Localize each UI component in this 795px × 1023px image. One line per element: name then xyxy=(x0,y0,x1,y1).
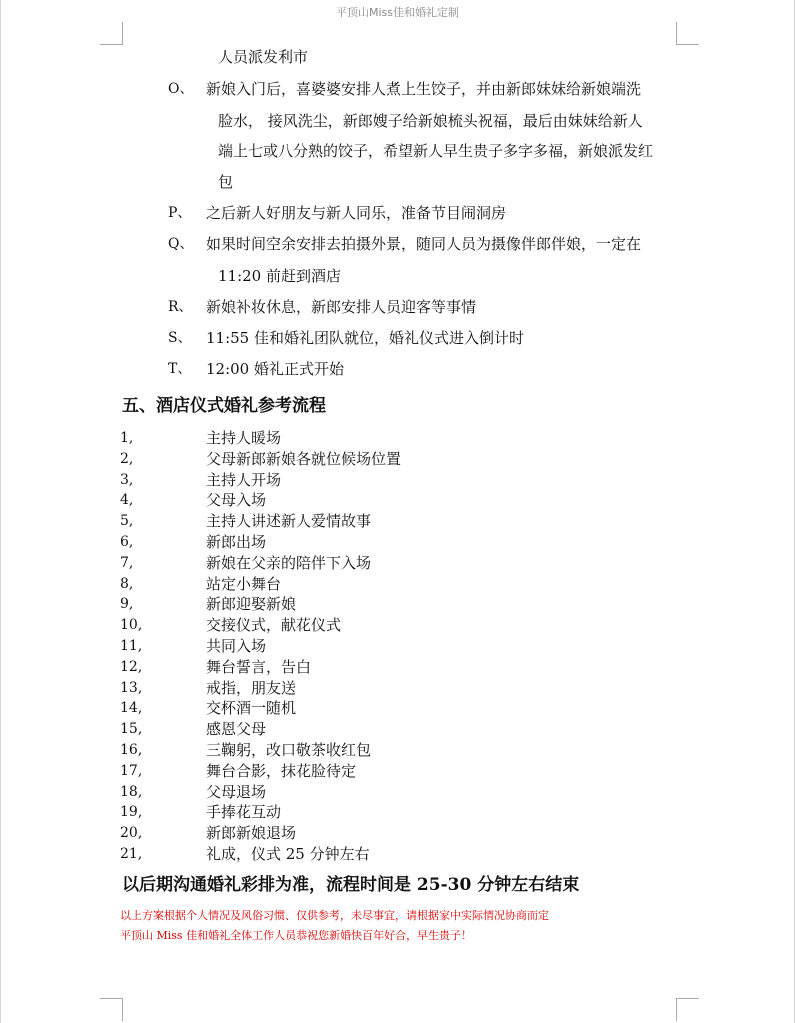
step-text: 父母入场 xyxy=(206,491,267,509)
item-o-line-2: 脸水， 接风洗尘，新郎嫂子给新娘梳头祝福，最后由妹妹给新人 xyxy=(218,112,643,130)
item-o-line-3: 端上七或八分熟的饺子，希望新人早生贵子多字多福，新娘派发红 xyxy=(218,142,654,160)
step-number: 6, xyxy=(120,534,134,550)
step-text: 戒指，朋友送 xyxy=(206,679,297,697)
item-o-line-1: 新娘入门后，喜婆婆安排人煮上生饺子，并由新郎妹妹给新娘端洗 xyxy=(206,80,642,98)
step-text: 新郎新娘退场 xyxy=(206,824,297,842)
step-text: 共同入场 xyxy=(206,637,267,655)
step-text: 新郎迎娶新娘 xyxy=(206,595,297,613)
item-q-line-2: 11:20 前赶到酒店 xyxy=(218,267,341,285)
step-text: 父母退场 xyxy=(206,783,267,801)
step-text: 主持人开场 xyxy=(206,471,282,489)
step-number: 19, xyxy=(120,804,143,820)
item-continuation-line: 人员派发利市 xyxy=(218,48,309,66)
item-marker-r: R、 xyxy=(168,299,193,315)
step-text: 礼成，仪式 25 分钟左右 xyxy=(206,845,370,863)
item-marker-t: T、 xyxy=(168,361,192,377)
step-text: 手捧花互动 xyxy=(206,803,282,821)
item-p-line-1: 之后新人好朋友与新人同乐，准备节目闹洞房 xyxy=(206,204,507,222)
step-number: 20, xyxy=(120,825,143,841)
step-number: 17, xyxy=(120,763,143,779)
item-q-line-1: 如果时间空余安排去拍摄外景，随同人员为摄像伴郎伴娘，一定在 xyxy=(206,235,642,253)
step-number: 9, xyxy=(120,596,134,612)
step-number: 13, xyxy=(120,680,143,696)
step-number: 18, xyxy=(120,784,143,800)
step-number: 12, xyxy=(120,659,143,675)
step-number: 14, xyxy=(120,700,143,716)
step-number: 11, xyxy=(120,638,143,654)
step-number: 5, xyxy=(120,513,134,529)
step-text: 新娘在父亲的陪伴下入场 xyxy=(206,554,372,572)
step-number: 1, xyxy=(120,430,134,446)
page-header: 平顶山Miss佳和婚礼定制 xyxy=(335,6,459,19)
crop-mark-bottom-right xyxy=(676,998,699,1021)
step-text: 交杯酒一随机 xyxy=(206,699,297,717)
blessing-note: 平顶山 Miss 佳和婚礼全体工作人员恭祝您新婚快百年好合，早生贵子！ xyxy=(120,929,473,942)
item-marker-p: P、 xyxy=(168,205,192,221)
step-text: 交接仪式，献花仪式 xyxy=(206,616,342,634)
step-text: 站定小舞台 xyxy=(206,575,282,593)
item-r-line-1: 新娘补妆休息，新郎安排人员迎客等事情 xyxy=(206,298,477,316)
crop-mark-bottom-left xyxy=(100,998,123,1021)
step-number: 8, xyxy=(120,576,134,592)
step-text: 舞台誓言，告白 xyxy=(206,658,312,676)
step-text: 舞台合影，抹花脸待定 xyxy=(206,762,357,780)
step-number: 16, xyxy=(120,742,143,758)
step-text: 主持人讲述新人爱情故事 xyxy=(206,512,372,530)
section-heading: 五、酒店仪式婚礼参考流程 xyxy=(122,396,326,416)
step-number: 21, xyxy=(120,846,143,862)
step-number: 15, xyxy=(120,721,143,737)
step-number: 4, xyxy=(120,492,134,508)
item-t-line-1: 12:00 婚礼正式开始 xyxy=(206,360,344,378)
page-edge-left xyxy=(0,0,1,1023)
step-number: 10, xyxy=(120,617,143,633)
item-marker-s: S、 xyxy=(168,330,192,346)
step-number: 2, xyxy=(120,451,134,467)
item-marker-o: O、 xyxy=(168,81,194,97)
item-marker-q: Q、 xyxy=(168,236,194,252)
step-text: 父母新郎新娘各就位候场位置 xyxy=(206,450,402,468)
step-text: 主持人暖场 xyxy=(206,429,282,447)
disclaimer-note: 以上方案根据个人情况及风俗习惯、仅供参考，未尽事宜，请根据家中实际情况协商而定 xyxy=(120,909,549,922)
step-text: 感恩父母 xyxy=(206,720,267,738)
step-number: 7, xyxy=(120,555,134,571)
item-o-line-4: 包 xyxy=(218,173,234,191)
crop-mark-top-left xyxy=(100,22,123,45)
step-text: 三鞠躬，改口敬茶收红包 xyxy=(206,741,372,759)
item-s-line-1: 11:55 佳和婚礼团队就位，婚礼仪式进入倒计时 xyxy=(206,329,524,347)
crop-mark-top-right xyxy=(676,22,699,45)
conclusion-text: 以后期沟通婚礼彩排为准，流程时间是 25-30 分钟左右结束 xyxy=(122,875,580,895)
step-number: 3, xyxy=(120,472,134,488)
step-text: 新郎出场 xyxy=(206,533,267,551)
